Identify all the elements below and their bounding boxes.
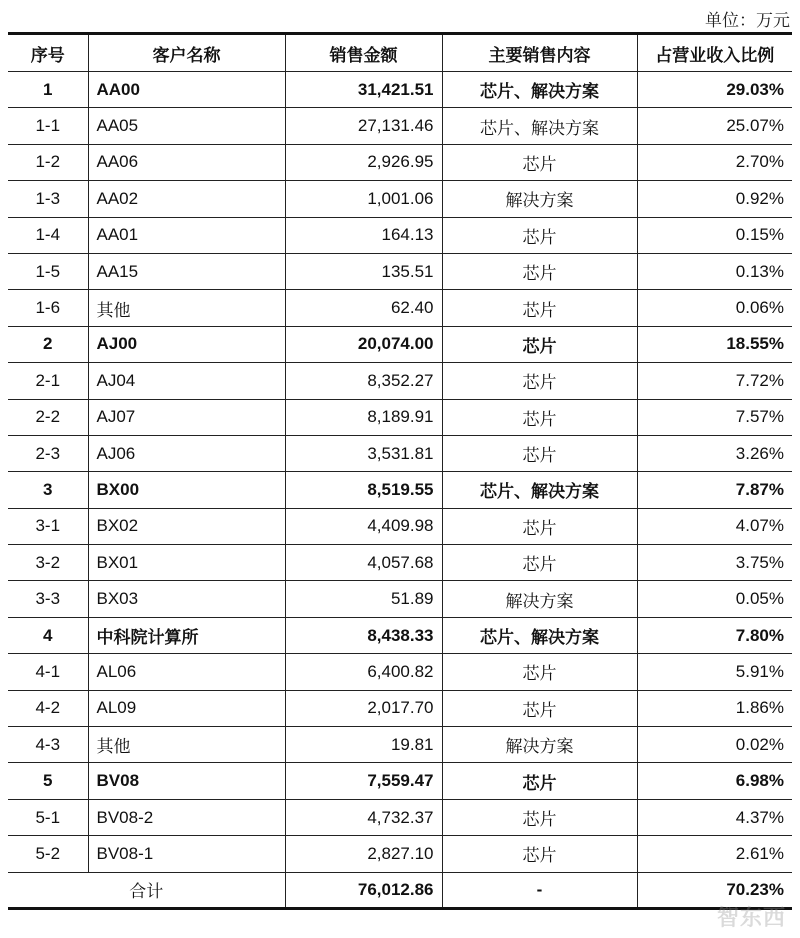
table-row — [8, 581, 792, 617]
sales-amount: 51.89 — [285, 581, 442, 617]
table-row — [8, 181, 792, 217]
table-row — [8, 508, 792, 544]
customer-name: BX03 — [88, 581, 285, 617]
total-label: 合计 — [8, 872, 285, 908]
sales-amount: 8,189.91 — [285, 399, 442, 435]
header-revenue-ratio: 占营业收入比例 — [637, 34, 792, 72]
revenue-ratio: 7.57% — [637, 399, 792, 435]
table-row — [8, 72, 792, 108]
sales-amount: 19.81 — [285, 727, 442, 763]
revenue-ratio: 1.86% — [637, 690, 792, 726]
row-number: 5-1 — [8, 799, 88, 835]
header-no: 序号 — [8, 34, 88, 72]
revenue-ratio: 0.05% — [637, 581, 792, 617]
sales-amount: 2,017.70 — [285, 690, 442, 726]
revenue-ratio: 2.61% — [637, 836, 792, 872]
row-number: 5 — [8, 763, 88, 799]
customer-name: AJ04 — [88, 363, 285, 399]
revenue-ratio: 7.72% — [637, 363, 792, 399]
sales-amount: 8,519.55 — [285, 472, 442, 508]
row-number: 2 — [8, 326, 88, 362]
revenue-ratio: 7.80% — [637, 617, 792, 653]
main-content: 芯片、解决方案 — [442, 108, 637, 144]
sales-amount: 20,074.00 — [285, 326, 442, 362]
table-row — [8, 727, 792, 763]
main-content: 解决方案 — [442, 727, 637, 763]
sales-amount: 7,559.47 — [285, 763, 442, 799]
row-number: 1-2 — [8, 144, 88, 180]
sales-amount: 2,827.10 — [285, 836, 442, 872]
total-ratio: 70.23% — [637, 872, 792, 908]
customer-name: 中科院计算所 — [88, 617, 285, 653]
table-row — [8, 763, 792, 799]
main-content: 芯片 — [442, 763, 637, 799]
revenue-ratio: 0.02% — [637, 727, 792, 763]
row-number: 5-2 — [8, 836, 88, 872]
main-content: 芯片 — [442, 144, 637, 180]
header-sales-amount: 销售金额 — [285, 34, 442, 72]
sales-amount: 6,400.82 — [285, 654, 442, 690]
table-row — [8, 108, 792, 144]
table-row — [8, 217, 792, 253]
row-number: 4-3 — [8, 727, 88, 763]
row-number: 3 — [8, 472, 88, 508]
main-content: 芯片 — [442, 799, 637, 835]
main-content: 芯片 — [442, 690, 637, 726]
main-content: 芯片 — [442, 326, 637, 362]
main-content: 芯片 — [442, 654, 637, 690]
total-content: - — [442, 872, 637, 908]
revenue-ratio: 5.91% — [637, 654, 792, 690]
sales-amount: 27,131.46 — [285, 108, 442, 144]
main-content: 芯片 — [442, 217, 637, 253]
customer-sales-table — [8, 32, 792, 910]
table-row — [8, 654, 792, 690]
customer-name: AL09 — [88, 690, 285, 726]
table-row — [8, 290, 792, 326]
revenue-ratio: 2.70% — [637, 144, 792, 180]
row-number: 3-1 — [8, 508, 88, 544]
main-content: 芯片 — [442, 363, 637, 399]
total-row — [8, 872, 792, 908]
table-row — [8, 472, 792, 508]
sales-amount: 4,409.98 — [285, 508, 442, 544]
customer-name: BV08-1 — [88, 836, 285, 872]
customer-name: AA02 — [88, 181, 285, 217]
revenue-ratio: 4.07% — [637, 508, 792, 544]
row-number: 2-3 — [8, 435, 88, 471]
revenue-ratio: 29.03% — [637, 72, 792, 108]
customer-name: AA00 — [88, 72, 285, 108]
table-header-row — [8, 34, 792, 72]
main-content: 芯片 — [442, 508, 637, 544]
table-row — [8, 836, 792, 872]
main-content: 芯片 — [442, 836, 637, 872]
table-body — [8, 72, 792, 873]
table-row — [8, 144, 792, 180]
customer-name: BV08-2 — [88, 799, 285, 835]
revenue-ratio: 4.37% — [637, 799, 792, 835]
revenue-ratio: 0.06% — [637, 290, 792, 326]
customer-name: AA15 — [88, 253, 285, 289]
sales-amount: 8,352.27 — [285, 363, 442, 399]
revenue-ratio: 25.07% — [637, 108, 792, 144]
sales-amount: 1,001.06 — [285, 181, 442, 217]
header-customer-name: 客户名称 — [88, 34, 285, 72]
revenue-ratio: 0.15% — [637, 217, 792, 253]
customer-name: AL06 — [88, 654, 285, 690]
watermark: 智东西 — [716, 905, 786, 930]
revenue-ratio: 7.87% — [637, 472, 792, 508]
table-row — [8, 545, 792, 581]
row-number: 1-4 — [8, 217, 88, 253]
revenue-ratio: 3.26% — [637, 435, 792, 471]
main-content: 解决方案 — [442, 181, 637, 217]
table-row — [8, 690, 792, 726]
row-number: 2-1 — [8, 363, 88, 399]
customer-name: AA05 — [88, 108, 285, 144]
main-content: 芯片、解决方案 — [442, 72, 637, 108]
revenue-ratio: 6.98% — [637, 763, 792, 799]
sales-amount: 4,732.37 — [285, 799, 442, 835]
row-number: 1 — [8, 72, 88, 108]
customer-name: 其他 — [88, 727, 285, 763]
main-content: 芯片 — [442, 253, 637, 289]
sales-amount: 3,531.81 — [285, 435, 442, 471]
total-amount: 76,012.86 — [285, 872, 442, 908]
row-number: 2-2 — [8, 399, 88, 435]
sales-amount: 135.51 — [285, 253, 442, 289]
row-number: 4-1 — [8, 654, 88, 690]
unit-label: 单位：万元 — [705, 11, 790, 30]
customer-name: AJ00 — [88, 326, 285, 362]
customer-name: AJ06 — [88, 435, 285, 471]
customer-name: AA01 — [88, 217, 285, 253]
main-content: 芯片 — [442, 290, 637, 326]
table-row — [8, 399, 792, 435]
header-main-content: 主要销售内容 — [442, 34, 637, 72]
sales-amount: 8,438.33 — [285, 617, 442, 653]
row-number: 4 — [8, 617, 88, 653]
table-row — [8, 435, 792, 471]
table-row — [8, 363, 792, 399]
sales-amount: 31,421.51 — [285, 72, 442, 108]
revenue-ratio: 0.92% — [637, 181, 792, 217]
table-row — [8, 617, 792, 653]
main-content: 解决方案 — [442, 581, 637, 617]
customer-name: BX00 — [88, 472, 285, 508]
row-number: 1-1 — [8, 108, 88, 144]
table-row — [8, 253, 792, 289]
main-content: 芯片 — [442, 399, 637, 435]
revenue-ratio: 0.13% — [637, 253, 792, 289]
main-content: 芯片 — [442, 435, 637, 471]
row-number: 3-2 — [8, 545, 88, 581]
revenue-ratio: 3.75% — [637, 545, 792, 581]
sales-amount: 62.40 — [285, 290, 442, 326]
row-number: 3-3 — [8, 581, 88, 617]
customer-name: AA06 — [88, 144, 285, 180]
main-content: 芯片、解决方案 — [442, 617, 637, 653]
customer-name: BX01 — [88, 545, 285, 581]
revenue-ratio: 18.55% — [637, 326, 792, 362]
row-number: 1-6 — [8, 290, 88, 326]
customer-name: BV08 — [88, 763, 285, 799]
table-row — [8, 799, 792, 835]
customer-name: BX02 — [88, 508, 285, 544]
main-content: 芯片 — [442, 545, 637, 581]
row-number: 4-2 — [8, 690, 88, 726]
row-number: 1-5 — [8, 253, 88, 289]
sales-amount: 2,926.95 — [285, 144, 442, 180]
customer-name: AJ07 — [88, 399, 285, 435]
main-content: 芯片、解决方案 — [442, 472, 637, 508]
table-row — [8, 326, 792, 362]
sales-amount: 164.13 — [285, 217, 442, 253]
customer-name: 其他 — [88, 290, 285, 326]
row-number: 1-3 — [8, 181, 88, 217]
sales-amount: 4,057.68 — [285, 545, 442, 581]
